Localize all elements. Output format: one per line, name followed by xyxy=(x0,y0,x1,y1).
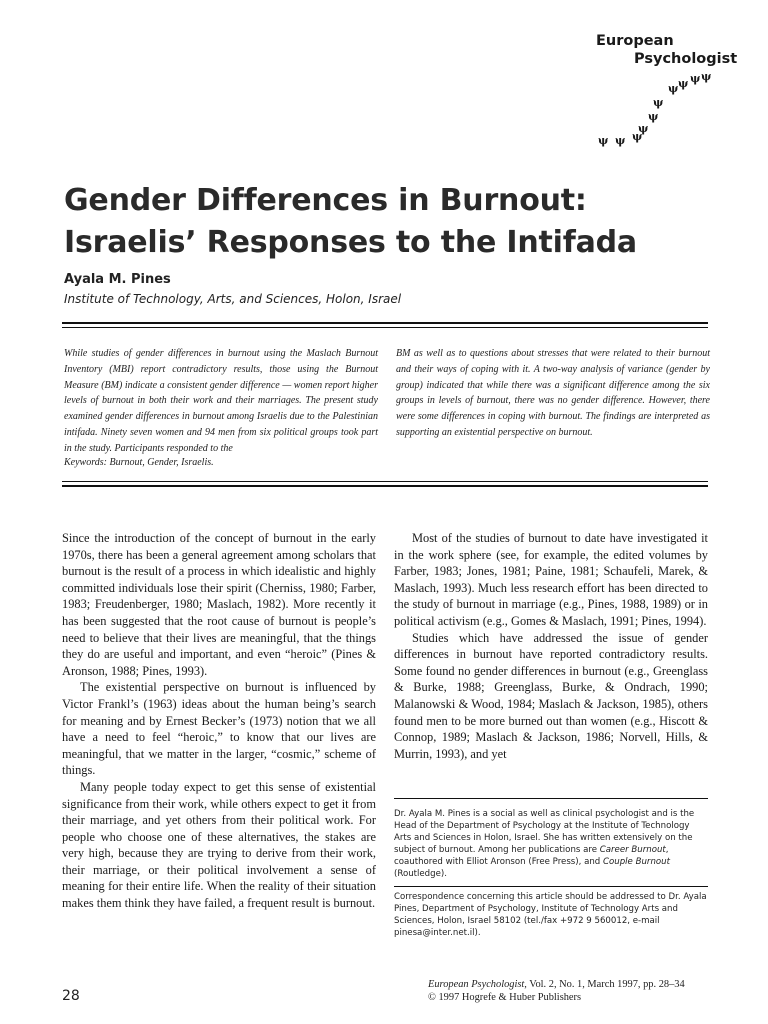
citation-details: , Vol. 2, No. 1, March 1997, pp. 28–34 xyxy=(524,979,685,990)
book-title: Couple Burnout xyxy=(603,857,670,867)
bio-text: , coauthored with Elliot Aronson (Free Press), and xyxy=(394,845,669,867)
title-line-1: Gender Differences in Burnout: xyxy=(64,183,587,218)
svg-text:ψ: ψ xyxy=(701,70,712,83)
journal-name-line2: Psychologist xyxy=(634,51,738,67)
psi-mark-icon xyxy=(596,32,746,152)
abstract xyxy=(64,346,710,454)
rule-bottom-thick xyxy=(62,485,708,487)
svg-text:ψ: ψ xyxy=(678,77,689,90)
keywords: Keywords: Burnout, Gender, Israelis. xyxy=(64,457,214,468)
bio-text: Dr. Ayala M. Pines is a social as well as clinical psychologist and is the Head of the Department of Psychology at the Institute of Technology Arts and Sciences in Holon, Israel. She has written extensively on the subject of burnout. Among her publications are xyxy=(394,809,695,855)
body-paragraph: Many people today expect to get this sense of existential significance from their work, while others expect to get it from their marriage, and yet others from their political work. For people who choose one of these alternatives, the stakes are very high, because they are trying to derive from their work, their marriage, or their political involvement a sense of meaning for their entire life. When the reality of their situation makes them think they have failed, a frequent result is burnout. xyxy=(62,779,376,911)
svg-text:ψ: ψ xyxy=(690,72,701,85)
author-affiliation: Institute of Technology, Arts, and Sciences, Holon, Israel xyxy=(64,292,402,306)
journal-logo xyxy=(596,32,746,152)
body-paragraph: Since the introduction of the concept of burnout in the early 1970s, there has been a general agreement among scholars that burnout is the result of a process in which idealistic and highly committed individuals lose their spirit (Cherniss, 1980; Farber, 1983; Freudenberger, 1980; Maslach, 1982). More recently it has been suggested that the root cause of burnout is people’s need to believe that their lives are meaningful, that the things they do are useful and important, and even “heroic” (Pines & Aronson, 1988; Pines, 1993). xyxy=(62,531,376,678)
abstract-right-column: BM as well as to questions about stresses that were related to their burnout and their ways of coping with it. A two-way analysis of variance (gender by group) indicated that while there was a significant difference among the six groups in levels of burnout, there was no gender difference. However, there were some differences in coping with burnout. The findings are interpreted as supporting an existential perspective on burnout. xyxy=(396,348,710,438)
author-bio-footnote xyxy=(394,808,708,880)
title-line-2: Israelis’ Responses to the Intifada xyxy=(64,225,637,260)
body-paragraph: Studies which have addressed the issue of gender differences in burnout have reported contradictory results. Some found no gender differences in burnout (e.g., Greenglass & Burke, 1988; Greenglass, Burke, & Ondrach, 1990; Malanowski & Wood, 1984; Maslach & Jackson, 1985), others found men to be more burned out than women (e.g., Hiscott & Connop, 1989; Maslach & Jackson, 1986; Norvell, Hills, & Murrin, 1993), and yet xyxy=(394,630,708,761)
correspondence-footnote: Correspondence concerning this article should be addressed to Dr. Ayala Pines, Department of Psychology, Institute of Technology Arts and Sciences, Holon, Israel 58102 (tel./fax +972 9 560012, e-mail pinesa@inter.net.il). xyxy=(394,892,707,938)
body-paragraph: The existential perspective on burnout is influenced by Victor Frankl’s (1963) ideas about the human being’s search for meaning and by Ernest Becker’s (1973) notion that we all have a need to feel “heroic,” to know that our lives are meaningful, that we matter in the larger, “cosmic,” scheme of things. xyxy=(62,680,376,778)
page-number: 28 xyxy=(62,988,80,1004)
abstract-left-column: While studies of gender differences in burnout using the Maslach Burnout Inventory (MBI) report contradictory results, those using the Burnout Measure (BM) indicate a consistent gender difference — women report higher levels of burnout in both their work and their marriages. The present study examined gender differences in burnout among Israelis due to the Palestinian intifada. Ninety seven women and 94 men from six political groups took part in the study. Participants responded to the xyxy=(64,348,378,454)
journal-citation xyxy=(428,978,718,1004)
body-paragraph: Most of the studies of burnout to date have investigated it in the work sphere (see, for example, the edited volumes by Farber, 1983; Jones, 1981; Paine, 1981; Schaufeli, Marek, & Maslach, 1993). Much less research effort has been directed to the study of burnout in marriage (e.g., Pines, 1988, 1989) or in political activism (e.g., Gomes & Maslach, 1991; Pines, 1994). xyxy=(394,531,708,628)
svg-text:ψ: ψ xyxy=(668,82,679,95)
citation-journal: European Psychologist xyxy=(428,979,525,990)
svg-text:ψ: ψ xyxy=(632,130,643,143)
svg-text:ψ: ψ xyxy=(638,122,649,135)
citation-copyright: © 1997 Hogrefe & Huber Publishers xyxy=(428,992,582,1003)
bio-text: (Routledge). xyxy=(394,869,447,879)
svg-text:ψ: ψ xyxy=(615,134,626,147)
svg-text:ψ: ψ xyxy=(648,110,659,123)
footnote-rule xyxy=(394,798,708,799)
rule-top-thin xyxy=(62,327,708,328)
author-name: Ayala M. Pines xyxy=(64,272,171,287)
footnote-separator xyxy=(394,886,708,887)
body-right-column xyxy=(394,530,708,762)
journal-name-line1: European xyxy=(596,33,674,49)
book-title: Career Burnout xyxy=(599,845,666,855)
rule-top-thick xyxy=(62,322,708,324)
svg-text:ψ: ψ xyxy=(653,96,664,109)
body-left-column xyxy=(62,530,376,912)
rule-bottom-thin xyxy=(62,481,708,482)
svg-text:ψ: ψ xyxy=(598,134,609,147)
article-title xyxy=(64,180,724,264)
